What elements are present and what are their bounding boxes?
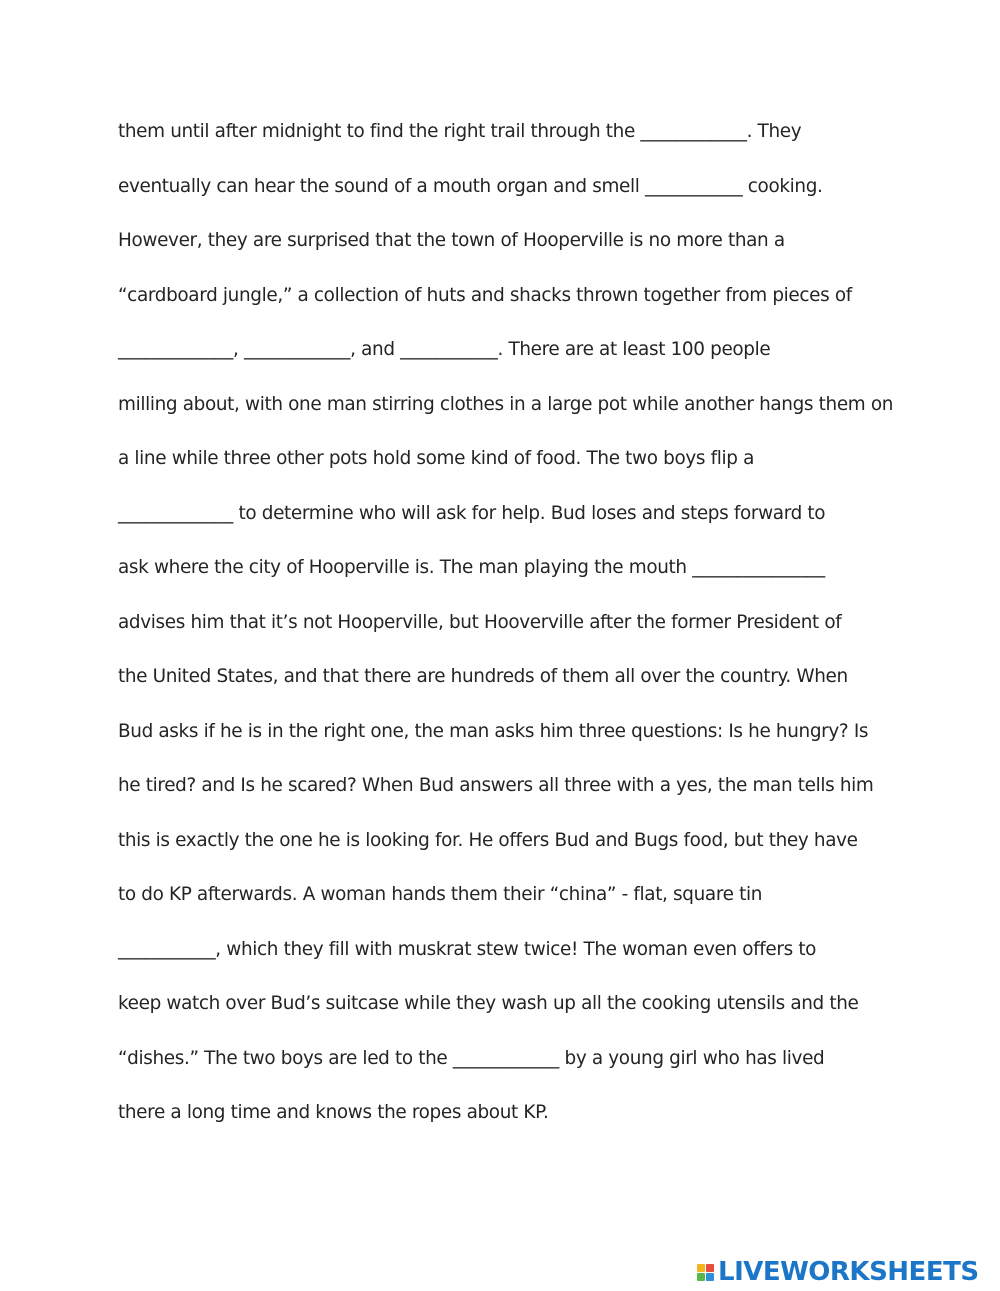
worksheet-line: advises him that it’s not Hooperville, but Hooverville after the former President of xyxy=(118,612,842,633)
worksheet-line: them until after midnight to find the right trail through the ____________. They xyxy=(118,121,802,142)
worksheet-line: the United States, and that there are hundreds of them all over the country. When xyxy=(118,666,848,687)
logo-tile xyxy=(697,1264,705,1272)
worksheet-line: However, they are surprised that the town of Hooperville is no more than a xyxy=(118,230,785,251)
worksheet-line: there a long time and knows the ropes about KP. xyxy=(118,1102,549,1123)
worksheet-line: to do KP afterwards. A woman hands them their “china” - flat, square tin xyxy=(118,884,763,905)
worksheet-line: keep watch over Bud’s suitcase while they wash up all the cooking utensils and the xyxy=(118,993,859,1014)
worksheet-line: _____________ to determine who will ask for help. Bud loses and steps forward to xyxy=(118,503,826,524)
worksheet-line: ask where the city of Hooperville is. The man playing the mouth _______________ xyxy=(118,557,825,578)
worksheet-line: ___________, which they fill with muskrat stew twice! The woman even offers to xyxy=(118,939,817,960)
worksheet-line: this is exactly the one he is looking for. He offers Bud and Bugs food, but they have xyxy=(118,830,858,851)
worksheet-line: Bud asks if he is in the right one, the man asks him three questions: Is he hungry? Is xyxy=(118,721,869,742)
worksheet-line: _____________, ____________, and ___________. There are at least 100 people xyxy=(118,339,771,360)
liveworksheets-logo[interactable] xyxy=(697,1255,979,1289)
worksheet-line: a line while three other pots hold some kind of food. The two boys flip a xyxy=(118,448,754,469)
logo-tile xyxy=(697,1273,705,1281)
worksheet-line: “dishes.” The two boys are led to the ____________ by a young girl who has lived xyxy=(118,1048,825,1069)
worksheet-line: “cardboard jungle,” a collection of huts and shacks thrown together from pieces of xyxy=(118,285,852,306)
logo-text: LIVEWORKSHEETS xyxy=(718,1257,979,1287)
worksheet-line: he tired? and Is he scared? When Bud answers all three with a yes, the man tells him xyxy=(118,775,874,796)
logo-tile xyxy=(706,1273,714,1281)
worksheet-line: milling about, with one man stirring clothes in a large pot while another hangs them on xyxy=(118,394,894,415)
logo-tile xyxy=(706,1264,714,1272)
worksheet-line: eventually can hear the sound of a mouth organ and smell ___________ cooking. xyxy=(118,176,823,197)
liveworksheets-logo-icon xyxy=(697,1264,714,1281)
